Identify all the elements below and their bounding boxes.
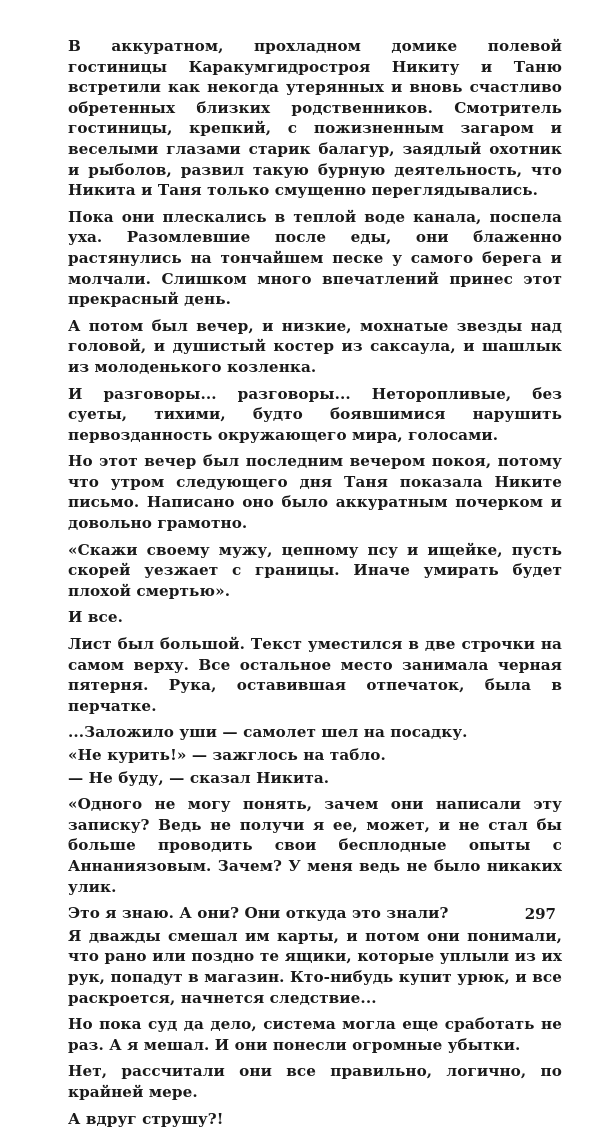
paragraph: — Не буду, — сказал Никита. [68,768,330,787]
paragraph: А вдруг струшу?! [68,1109,224,1128]
paragraph: И разговоры... разговоры... Неторопливые, без суеты, тихими, будто боявшимися нарушить первозданность окружающего мира, голосами. [68,384,562,444]
paragraph: Это я знаю. А они? Они откуда это знали? [68,904,449,923]
paragraph: «Не курить!» — зажглось на табло. [68,746,386,764]
paragraph: Пока они плескались в теплой воде канала, поспела уха. Разомлевшие после еды, они блаженно растянулись на тончайшем песке у самого берега и молчали. Слишком много впечатлений принес этот прекрасный день. [68,207,562,309]
body-text [68,36,562,1135]
paragraph: «Одного не могу понять, зачем они написали эту записку? Ведь не получи я ее, может, и не стал бы больше проводить свои бесплодные опыты с Аннаниязовым. Зачем? У меня ведь не было никаких улик. [68,795,562,896]
paragraph: Но этот вечер был последним вечером покоя, потому что утром следующего дня Таня показала Никите письмо. Написано оно было аккуратным почерком и довольно грамотно. [68,452,562,533]
paragraph: А потом был вечер, и низкие, мохнатые звезды над головой, и душистый костер из саксаула, и шашлык из молоденького козленка. [68,316,562,376]
paragraph: Нет, рассчитали они все правильно, логично, по крайней мере. [68,1062,562,1101]
paragraph: «Скажи своему мужу, цепному псу и ищейке, пусть скорей уезжает с границы. Иначе умирать будет плохой смертью». [68,540,562,600]
page-number: 297 [524,905,556,923]
paragraph: В аккуратном, прохладном домике полевой гостиницы Каракумгидростроя Никиту и Таню встретили как некогда утерянных и вновь счастливо обретенных близких родственников. Смотритель гостиницы, крепкий, с пожизненным загаром и веселыми глазами старик балагур, заядлый охотник и рыболов, развил такую бурную деятельность, что Никита и Таня только смущенно переглядывались. [68,37,562,200]
paragraph: Но пока суд да дело, система могла еще сработать не раз. А я мешал. И они понесли огромные убытки. [68,1015,562,1054]
paragraph: ...Заложило уши — самолет шел на посадку. [68,723,468,742]
paragraph: Я дважды смешал им карты, и потом они понимали, что рано или поздно те ящики, которые уплыли из их рук, попадут в магазин. Кто-нибудь купит урюк, и все раскроется, начнется следствие... [68,926,562,1007]
paragraph: И все. [68,608,123,627]
paragraph: Лист был большой. Текст уместился в две строчки на самом верху. Все остальное место занимала черная пятерня. Рука, оставившая отпечаток, была в перчатке. [68,635,562,715]
